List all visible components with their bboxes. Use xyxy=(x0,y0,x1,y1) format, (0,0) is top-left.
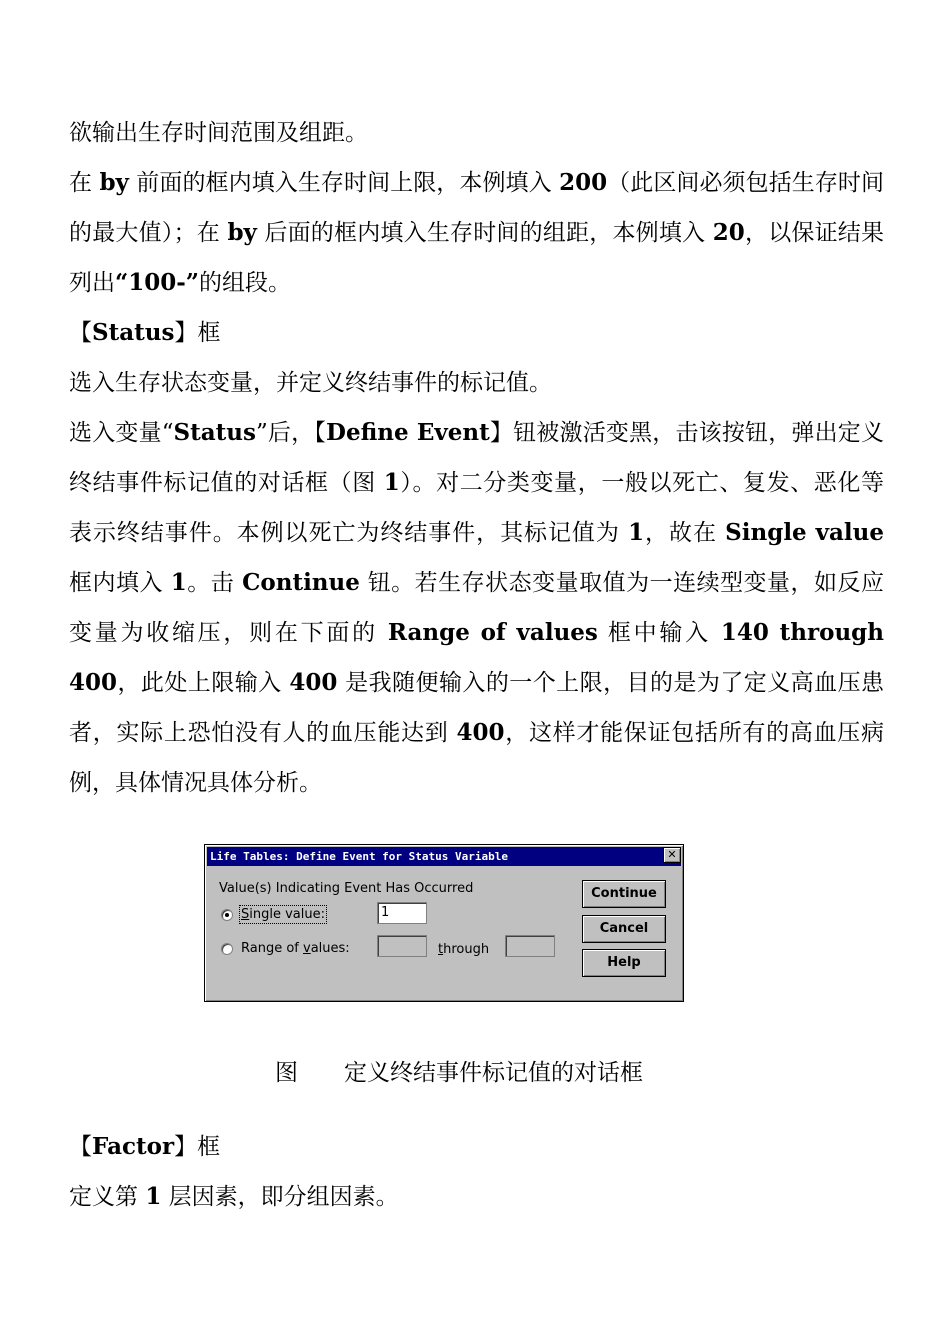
range-values-option[interactable] xyxy=(221,941,350,956)
bold-term: Define Event xyxy=(326,419,490,446)
figure-caption-text: 定义终结事件标记值的对话框 xyxy=(344,1060,643,1086)
close-icon[interactable]: ✕ xyxy=(663,847,681,863)
range-values-label: Range of values: xyxy=(241,941,350,956)
bold-term: 1 xyxy=(628,519,645,546)
bold-term: Single value xyxy=(725,519,885,546)
bold-term: “100-” xyxy=(115,269,200,296)
bold-term: 20 xyxy=(712,219,745,246)
bold-term: 200 xyxy=(559,169,608,196)
paragraph-factor-desc: 定义第 1 层因素，即分组因素。 xyxy=(69,1183,399,1210)
bold-term: Factor xyxy=(92,1133,175,1160)
bold-term: 1 xyxy=(383,469,400,496)
event-group-label: Value(s) Indicating Event Has Occurred xyxy=(219,881,474,896)
paragraph-status-desc: 选入生存状态变量，并定义终结事件的标记值。 xyxy=(69,370,552,396)
continue-button[interactable]: Continue xyxy=(582,880,666,908)
bold-term: 140 through 400 xyxy=(69,619,884,696)
bold-term: Continue xyxy=(242,569,360,596)
bold-term: Status xyxy=(173,419,256,446)
single-value-input[interactable]: 1 xyxy=(377,902,427,924)
paragraph-define-event: 选入变量“Status”后，【Define Event】钮被激活变黑，击该按钮，弹出定义终结事件标记值的对话框（图 1）。对二分类变量，一般以死亡、复发、恶化等表示终结事件。本例以死亡为终结事件，其标记值为 1，故在 Single value 框内填入 1。击 Continue 钮。若生存状态变量取值为一连续型变量，如反应变量为收缩压，则在下面的 Range of values 框中输入 140 through 400，此处上限输入 400 是我随便输入的一个上限，目的是为了定义高血压患者，实际上恐怕没有人的血压能达到 400，这样才能保证包括所有的高血压病例，具体情况具体分析。 xyxy=(69,419,885,796)
single-value-option[interactable] xyxy=(221,907,325,922)
heading-status-box: 【Status】框 xyxy=(69,319,221,346)
bold-term: Status xyxy=(92,319,175,346)
bold-term: 400 xyxy=(289,669,338,696)
bold-term: Range of values xyxy=(387,619,598,646)
bold-term: 400 xyxy=(456,719,505,746)
define-event-dialog xyxy=(204,844,684,1002)
bold-term: 1 xyxy=(145,1183,162,1210)
help-button[interactable]: Help xyxy=(582,949,666,977)
bold-term: 1 xyxy=(170,569,187,596)
single-value-label: Single value: xyxy=(241,907,325,922)
figure-label: 图 xyxy=(275,1060,298,1086)
single-value-radio[interactable] xyxy=(221,909,233,921)
range-values-radio[interactable] xyxy=(221,943,233,955)
heading-factor-box: 【Factor】框 xyxy=(69,1133,221,1160)
cancel-button[interactable]: Cancel xyxy=(582,915,666,943)
through-label: through xyxy=(438,942,490,957)
bold-term: by xyxy=(227,219,257,246)
paragraph-intro: 欲输出生存时间范围及组距。 xyxy=(69,120,368,146)
range-from-input[interactable] xyxy=(377,935,427,957)
paragraph-by-instructions: 在 by 前面的框内填入生存时间上限，本例填入 200（此区间必须包括生存时间的最大值）；在 by 后面的框内填入生存时间的组距，本例填入 20，以保证结果列出“100-”的组段。 xyxy=(69,169,885,296)
dialog-title: Life Tables: Define Event for Status Variable xyxy=(207,847,681,866)
bold-term: by xyxy=(99,169,129,196)
range-to-input[interactable] xyxy=(505,935,555,957)
figure-caption xyxy=(275,1053,643,1093)
